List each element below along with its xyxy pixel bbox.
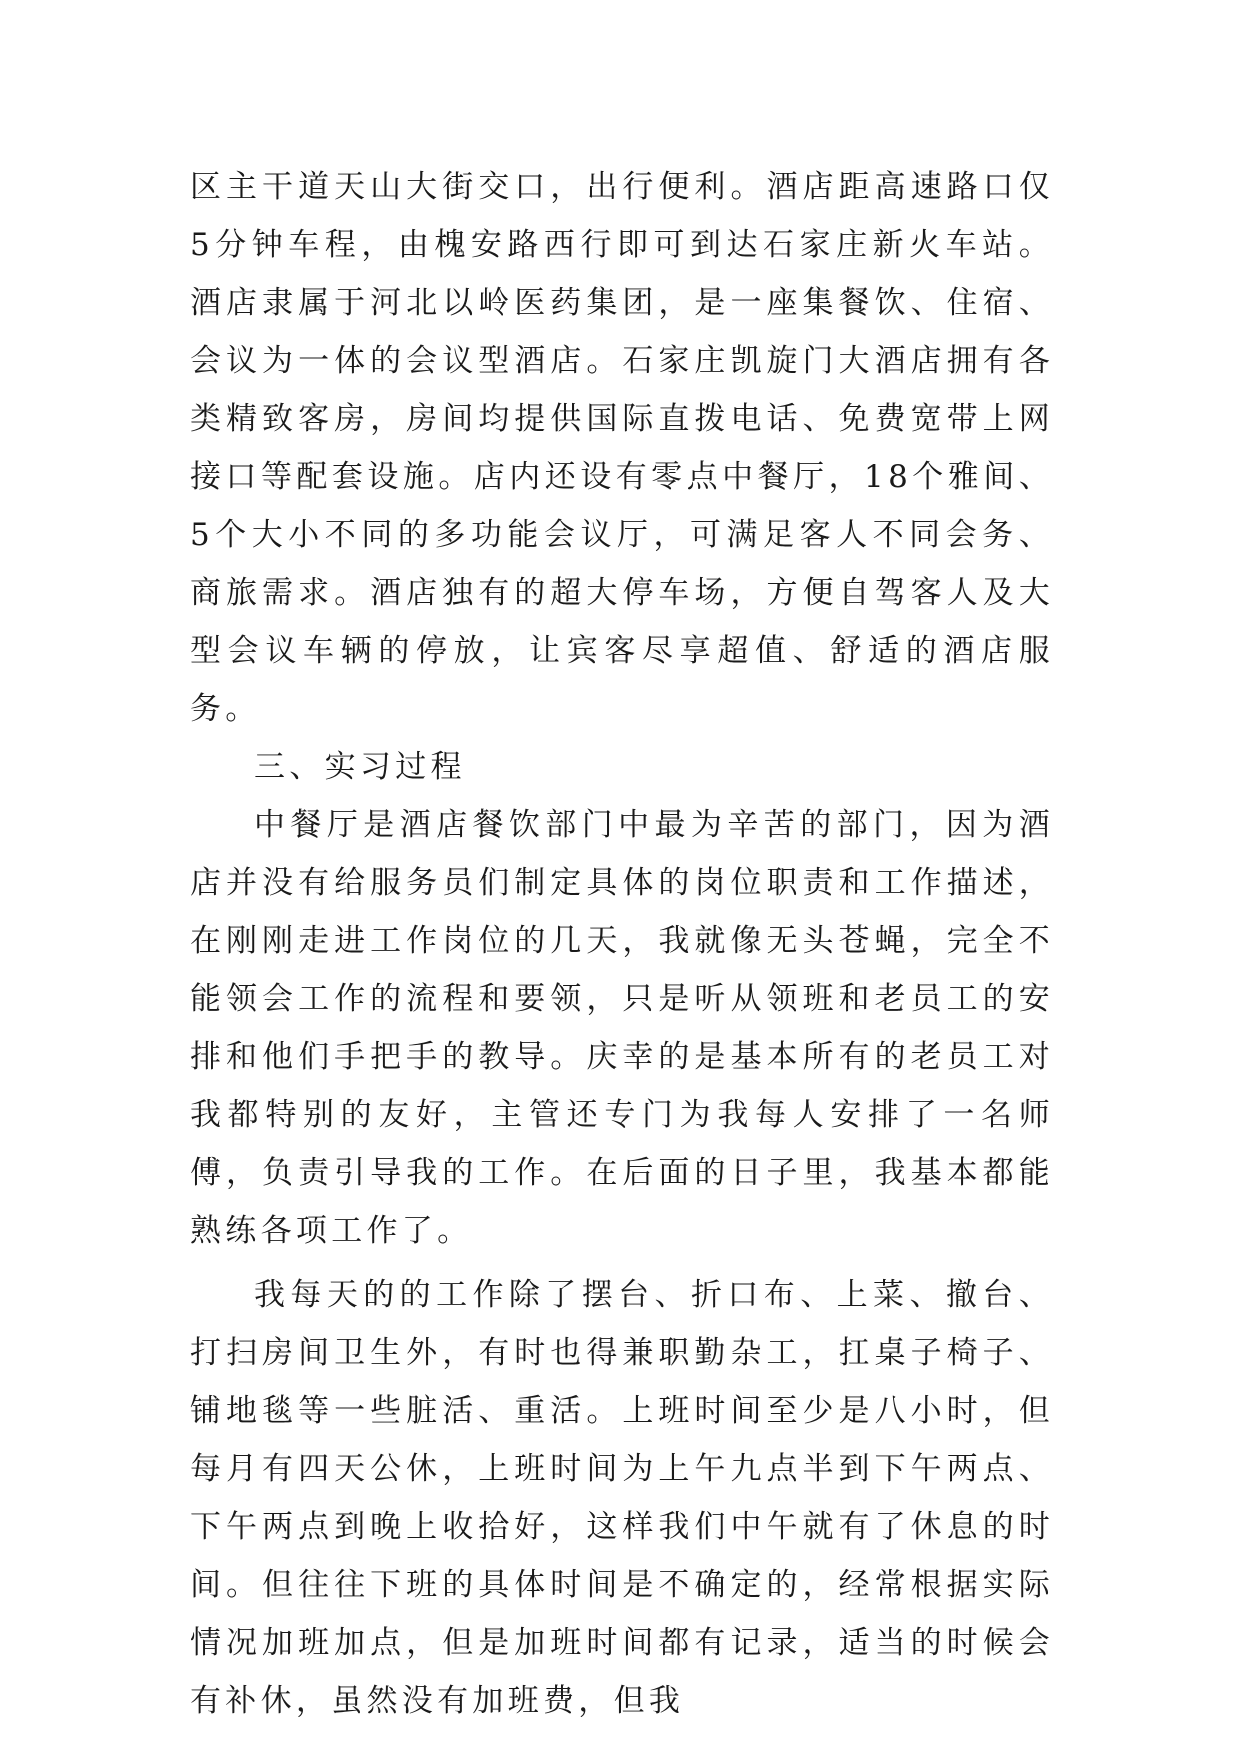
body-paragraph-continued: 区主干道天山大街交口，出行便利。酒店距高速路口仅5分钟车程，由槐安路西行即可到达石家庄新火车站。酒店隶属于河北以岭医药集团，是一座集餐饮、住宿、会议为一体的会议型酒店。石家庄凯旋门大酒店拥有各类精致客房，房间均提供国际直拨电话、免费宽带上网接口等配套设施。店内还设有零点中餐厅，18个雅间、5个大小不同的多功能会议厅，可满足客人不同会务、商旅需求。酒店独有的超大停车场，方便自驾客人及大型会议车辆的停放，让宾客尽享超值、舒适的酒店服务。	[190, 169, 1054, 727]
body-paragraph: 中餐厅是酒店餐饮部门中最为辛苦的部门，因为酒店并没有给服务员们制定具体的岗位职责和工作描述，在刚刚走进工作岗位的几天，我就像无头苍蝇，完全不能领会工作的流程和要领，只是听从领班和老员工的安排和他们手把手的教导。庆幸的是基本所有的老员工对我都特别的友好，主管还专门为我每人安排了一名师傅，负责引导我的工作。在后面的日子里，我基本都能熟练各项工作了。	[190, 807, 1054, 1249]
section-heading: 三、实习过程	[254, 749, 466, 785]
body-paragraph: 我每天的的工作除了摆台、折口布、上菜、撤台、打扫房间卫生外，有时也得兼职勤杂工，扛桌子椅子、铺地毯等一些脏活、重活。上班时间至少是八小时，但每月有四天公休，上班时间为上午九点半到下午两点、下午两点到晚上收拾好，这样我们中午就有了休息的时间。但往往下班的具体时间是不确定的，经常根据实际情况加班加点，但是加班时间都有记录，适当的时候会有补休，虽然没有加班费，但我	[190, 1277, 1054, 1719]
document-body	[190, 158, 1054, 1730]
